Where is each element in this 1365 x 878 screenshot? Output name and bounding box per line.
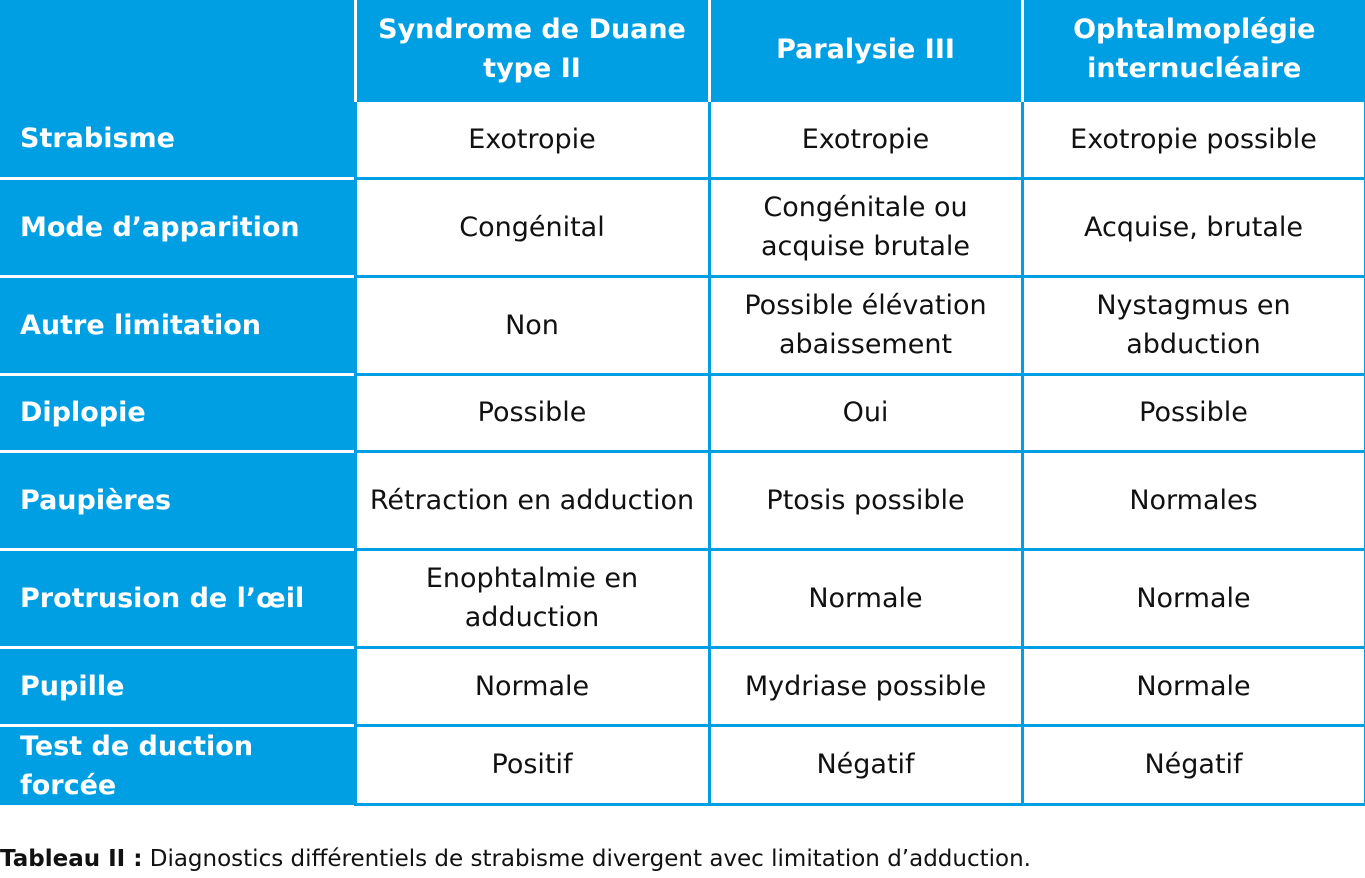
table-cell: Non: [355, 276, 709, 374]
table-cell: Congénital: [355, 178, 709, 276]
table-cell: Rétraction en adduction: [355, 451, 709, 549]
row-label-strabisme: Strabisme: [0, 100, 355, 178]
table-row: [0, 276, 1365, 374]
table-row: [0, 549, 1365, 647]
header-ophtalmoplegie-internucleaire: Ophtalmoplégie internucléaire: [1022, 0, 1365, 100]
table-cell: Ptosis possible: [709, 451, 1022, 549]
table-header-row: [0, 0, 1365, 100]
table-cell: Enophtalmie en adduction: [355, 549, 709, 647]
table-cell: Nystagmus en abduction: [1022, 276, 1365, 374]
header-duane-type-2: Syndrome de Duane type II: [355, 0, 709, 100]
table-cell: Exotropie: [709, 100, 1022, 178]
row-label-diplopie: Diplopie: [0, 374, 355, 451]
table-cell: Possible: [1022, 374, 1365, 451]
table-cell: Positif: [355, 725, 709, 805]
table-cell: Oui: [709, 374, 1022, 451]
row-label-autre-limitation: Autre limitation: [0, 276, 355, 374]
table-cell: Possible élévation abaissement: [709, 276, 1022, 374]
table-caption: [0, 846, 1031, 872]
table-row: [0, 451, 1365, 549]
row-label-protrusion-oeil: Protrusion de l’œil: [0, 549, 355, 647]
table-cell: Congénitale ou acquise brutale: [709, 178, 1022, 276]
table-cell: Négatif: [709, 725, 1022, 805]
table-cell: Exotropie: [355, 100, 709, 178]
row-label-mode-apparition: Mode d’apparition: [0, 178, 355, 276]
table-row: [0, 725, 1365, 805]
header-paralysie-3: Paralysie III: [709, 0, 1022, 100]
table-cell: Acquise, brutale: [1022, 178, 1365, 276]
table-cell: Possible: [355, 374, 709, 451]
row-label-test-duction-forcee: Test de duction forcée: [0, 725, 355, 805]
table-cell: Négatif: [1022, 725, 1365, 805]
row-label-paupieres: Paupières: [0, 451, 355, 549]
caption-label: Tableau II :: [0, 846, 143, 872]
table-row: [0, 647, 1365, 725]
header-corner-cell: [0, 0, 355, 100]
table-row: [0, 374, 1365, 451]
caption-text: Diagnostics différentiels de strabisme divergent avec limitation d’adduction.: [142, 846, 1031, 872]
table-cell: Normale: [1022, 549, 1365, 647]
table-cell: Normale: [709, 549, 1022, 647]
table-cell: Normale: [1022, 647, 1365, 725]
table-cell: Exotropie possible: [1022, 100, 1365, 178]
table-cell: Normale: [355, 647, 709, 725]
table-cell: Mydriase possible: [709, 647, 1022, 725]
table-row: [0, 178, 1365, 276]
table-cell: Normales: [1022, 451, 1365, 549]
table-row: [0, 100, 1365, 178]
row-label-pupille: Pupille: [0, 647, 355, 725]
